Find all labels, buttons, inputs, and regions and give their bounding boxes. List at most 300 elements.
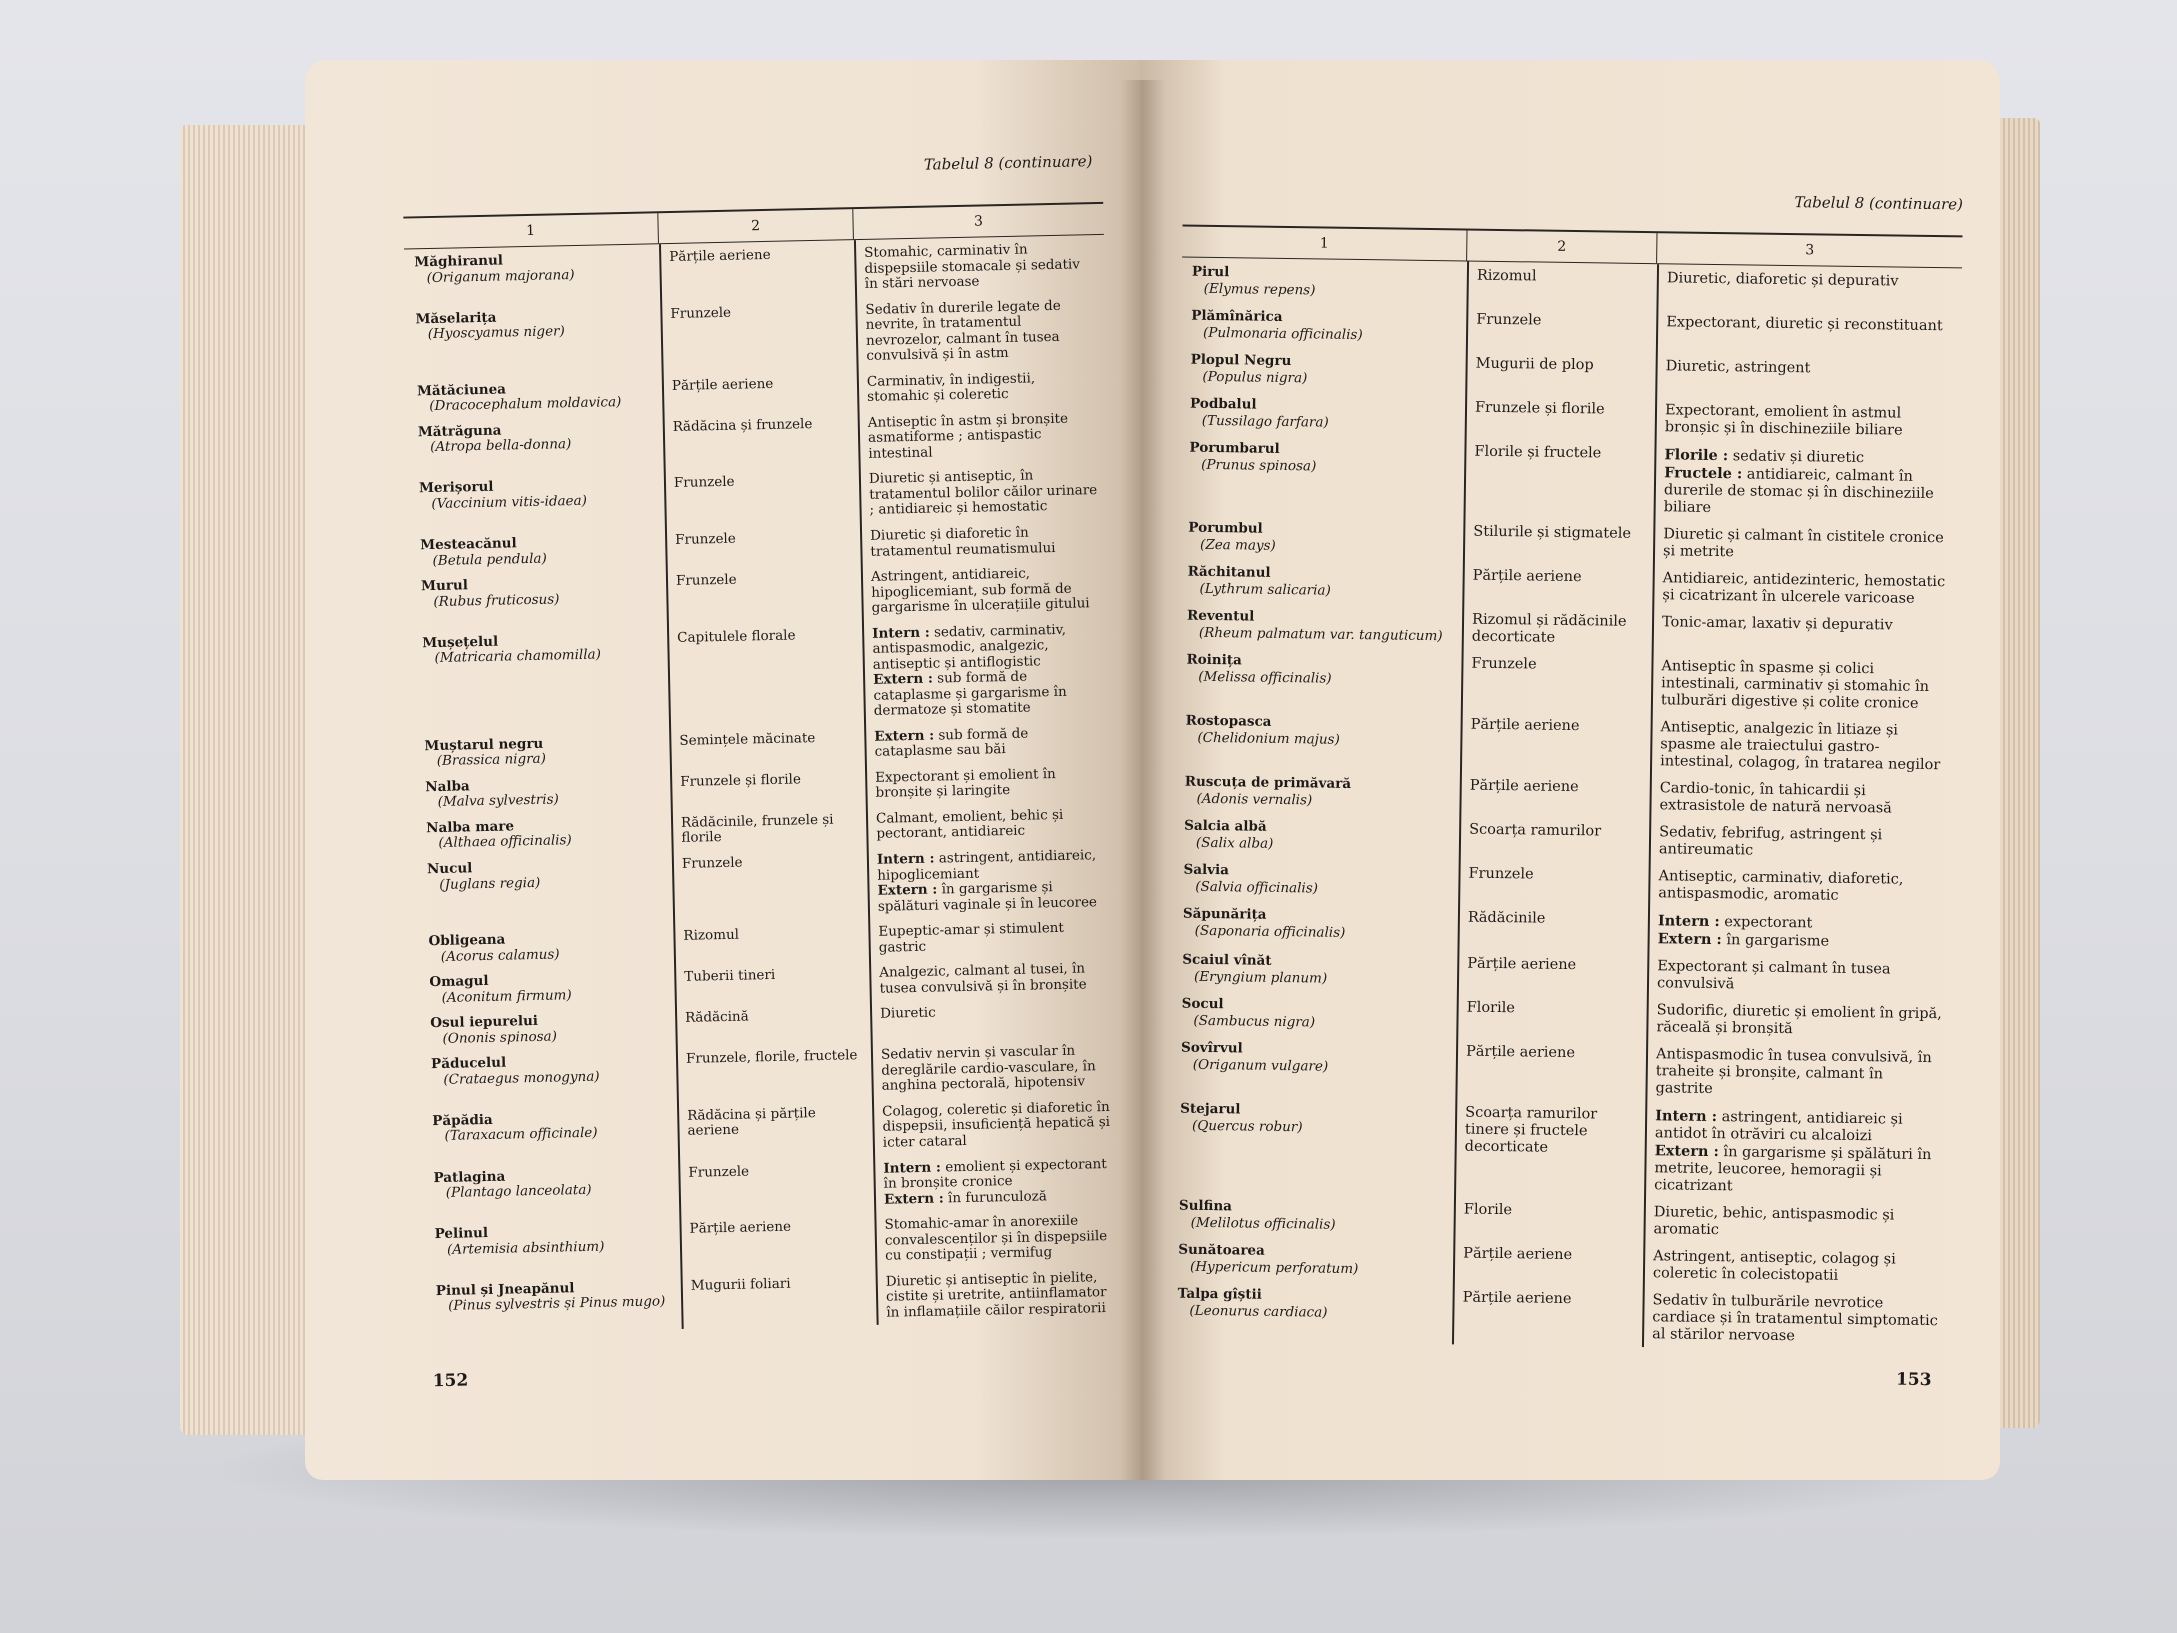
plant-common-name: Porumbarul: [1189, 439, 1280, 457]
use-text: Diuretic: [879, 1004, 936, 1023]
use-text: sub formă de cataplasme sau băi: [874, 725, 1029, 761]
use-line: [1662, 570, 1949, 608]
use-qualifier: Intern :: [883, 1159, 942, 1177]
plant-name-cell: [1172, 945, 1458, 993]
use-line: [880, 1002, 1112, 1022]
plant-latin-name: (Acorus calamus): [440, 946, 560, 965]
plant-part-cell: Părțile aeriene: [671, 375, 774, 394]
left-page: [305, 60, 1140, 1480]
plant-part-cell: Mugurii de plop: [1475, 355, 1594, 374]
use-text: Astringent, antidiareic, hipoglicemiant, sub formă de gargarisme în ulcerațiile gitului: [870, 565, 1090, 616]
plant-part-cell: Rădăcina și frunzele: [672, 415, 813, 435]
plant-name-cell: [1181, 302, 1467, 350]
herb-table: [403, 202, 1127, 1356]
use-text: Diuretic și diaforetic în tratamentul reumatismului: [869, 524, 1056, 560]
use-text: Antiseptic, analgezic în litiaze și spasme ale traiectului gastro-intestinal, colagog, în tratarea negilor: [1660, 719, 1941, 774]
use-qualifier: Extern :: [1657, 930, 1722, 949]
plant-latin-name: (Vaccinium vitis-idaea): [431, 492, 588, 512]
plant-part-cell: Tuberii tineri: [684, 967, 776, 986]
plant-part-cell: Părțile aeriene: [1472, 567, 1582, 586]
plant-name-cell: [421, 1046, 677, 1108]
plant-part-cell: Florile: [1466, 999, 1515, 1017]
plant-latin-name: (Tussilago farfara): [1201, 412, 1329, 431]
use-text: Sedativ în tulburările nevrotice cardiace și în tratamentul simptomatic al stărilor nervoase: [1652, 1292, 1938, 1345]
plant-part-cell: Frunzele: [1471, 655, 1537, 673]
use-line: [1656, 1002, 1943, 1040]
plant-name-cell: [1179, 434, 1465, 518]
use-text: Sudorific, diuretic și emolient în gripă, răceală și bronșită: [1656, 1002, 1942, 1038]
plant-part-cell: Rădăcină: [685, 1008, 749, 1027]
plant-latin-name: (Zea mays): [1199, 536, 1276, 554]
plant-latin-name: (Hyoscyamus niger): [427, 323, 565, 343]
use-line: [1663, 526, 1950, 564]
use-cell: [1652, 564, 1958, 612]
plant-name-cell: [1177, 602, 1463, 650]
use-line: [1666, 314, 1953, 335]
plant-common-name: Păducelul: [430, 1054, 507, 1073]
use-cell: [1656, 308, 1962, 356]
plant-part-cell: Părțile aeriene: [669, 246, 771, 266]
plant-name-cell: [1170, 1033, 1456, 1098]
use-line: [875, 766, 1108, 802]
plant-name-cell: [1173, 899, 1459, 949]
use-line: [1666, 358, 1953, 379]
use-text: Antiseptic în spasme și colici intestinali, carminativ și stomahic în tulburări digestive și colite cronice: [1660, 658, 1930, 712]
use-line: [883, 1156, 1116, 1192]
use-line: [884, 1213, 1117, 1264]
use-text: Expectorant, diuretic și reconstituant: [1666, 314, 1943, 335]
use-cell: [875, 1263, 1126, 1325]
use-line: [1658, 868, 1945, 906]
plant-common-name: Sunătoarea: [1178, 1241, 1265, 1259]
plant-name-cell: [409, 471, 665, 533]
use-cell: [1644, 1101, 1950, 1202]
use-cell: [1655, 352, 1961, 400]
use-line: [865, 298, 1098, 365]
use-line: [882, 1100, 1115, 1151]
use-text: Diuretic și antiseptic, în tratamentul bolilor căilor urinare ; antidiareic și hemostatic: [868, 467, 1098, 519]
use-text: Antispasmodic în tusea convulsivă, în traheite și bronșite, calmant în gastrite: [1655, 1046, 1932, 1098]
plant-name-cell: [1182, 258, 1468, 306]
use-line: [1654, 1142, 1942, 1198]
use-qualifier: Intern :: [876, 850, 935, 868]
use-text: Diuretic și calmant în cistitele cronice și metrite: [1662, 526, 1944, 561]
plant-common-name: Reventul: [1187, 607, 1255, 625]
use-text: Antiseptic, carminativ, diaforetic, antispasmodic, aromatic: [1658, 868, 1904, 904]
plant-part-cell: Părțile aeriene: [1462, 1289, 1572, 1308]
plant-latin-name: (Juglans regia): [439, 874, 541, 893]
use-cell: [862, 615, 1114, 723]
plant-part-cell: Părțile aeriene: [1463, 1245, 1573, 1264]
plant-name-cell: [420, 1005, 676, 1051]
plant-latin-name: (Melilotus officinalis): [1190, 1214, 1336, 1233]
use-text: expectorant: [1724, 914, 1813, 932]
plant-latin-name: (Plantago lanceolata): [445, 1181, 592, 1201]
plant-part-cell: Rizomul: [683, 926, 740, 944]
plant-part-cell: Semințele măcinate: [679, 729, 816, 749]
use-qualifier: Extern :: [877, 881, 938, 899]
column-header: 2: [658, 209, 854, 243]
use-line: [874, 725, 1107, 761]
plant-part-cell: Frunzele și florile: [1474, 399, 1605, 418]
use-text: Diuretic și antiseptic în pielite, cistite și uretrite, antiinflamator în inflamațiile căilor respiratorii: [885, 1268, 1107, 1321]
use-cell: [860, 518, 1111, 564]
table-caption: Tabelul 8 (continuare): [923, 152, 1093, 174]
plant-part-cell: Scoarța ramurilor: [1469, 821, 1602, 840]
plant-common-name: Mătăciunea: [416, 381, 507, 400]
plant-part-cell: Părțile aeriene: [1470, 716, 1580, 735]
use-line: [1664, 464, 1952, 520]
use-text: în gargarisme și spălături în metrite, leucoree, hemoragii și cicatrizant: [1654, 1144, 1932, 1195]
plant-latin-name: (Quercus robur): [1191, 1117, 1303, 1136]
plant-name-cell: [1175, 706, 1461, 771]
plant-part-cell: Părțile aeriene: [1467, 955, 1577, 974]
use-cell: [1649, 774, 1955, 822]
use-text: antidiareic, calmant în durerile de stomac și în dischineziile biliare: [1663, 466, 1934, 516]
plant-name-cell: [1180, 390, 1466, 438]
plant-name-cell: [1178, 514, 1464, 562]
page-number: 152: [432, 1370, 469, 1392]
plant-latin-name: (Origanum majorana): [426, 266, 575, 286]
plant-common-name: Pirul: [1191, 263, 1230, 281]
plant-part-cell: Frunzele și florile: [680, 771, 802, 790]
use-line: [877, 879, 1110, 915]
book-gutter: [1120, 80, 1165, 1480]
table-body: [1167, 258, 1962, 1352]
use-cell: [1653, 520, 1959, 568]
use-text: Diuretic, diaforetic și depurativ: [1666, 270, 1899, 290]
use-line: [873, 668, 1106, 719]
plant-part-cell: Rădăcina și părțile aeriene: [687, 1105, 816, 1140]
use-line: [872, 622, 1105, 673]
plant-latin-name: (Populus nigra): [1202, 368, 1308, 387]
plant-common-name: Merișorul: [418, 479, 494, 497]
use-cell: [1656, 264, 1962, 312]
plant-common-name: Pelinul: [434, 1225, 489, 1243]
plant-common-name: Plămînărica: [1191, 307, 1283, 325]
use-text: Expectorant, emolient în astmul bronșic și în dischineziile biliare: [1664, 402, 1903, 439]
use-cell: [865, 760, 1116, 806]
use-qualifier: Intern :: [1655, 1107, 1718, 1126]
plant-common-name: Obligeana: [428, 931, 506, 950]
plant-name-cell: [407, 373, 663, 419]
use-cell: [857, 405, 1108, 467]
plant-latin-name: (Malva sylvestris): [437, 791, 559, 811]
use-line: [1665, 402, 1952, 440]
plant-common-name: Socul: [1181, 995, 1224, 1013]
plant-name-cell: [410, 527, 666, 573]
plant-part-cell: Scoarța ramurilor tinere și fructele decorticate: [1464, 1104, 1598, 1156]
plant-part-cell: Stilurile și stigmatele: [1473, 523, 1632, 542]
plant-name-cell: [1168, 1235, 1454, 1283]
plant-latin-name: (Rheum palmatum var. tanguticum): [1198, 624, 1443, 645]
use-text: în furunculoză: [947, 1187, 1047, 1206]
use-line: [1655, 1107, 1942, 1146]
plant-name-cell: [1174, 811, 1460, 859]
use-text: Cardio-tonic, în tahicardii și extrasistole de natură nervoasă: [1659, 780, 1892, 817]
plant-part-cell: Rizomul și rădăcinile decorticate: [1471, 611, 1627, 646]
table-caption: Tabelul 8 (continuare): [1794, 193, 1964, 214]
plant-latin-name: (Elymus repens): [1203, 280, 1316, 299]
plant-name-cell: [1171, 989, 1457, 1037]
use-cell: [1652, 608, 1958, 656]
use-text: în gargarisme și spălături vaginale și în leucoree: [877, 879, 1098, 915]
plant-common-name: Mătrăguna: [417, 422, 502, 441]
column-header: 2: [1467, 231, 1657, 264]
plant-latin-name: (Origanum vulgare): [1192, 1056, 1329, 1075]
use-qualifier: Fructele :: [1664, 464, 1743, 483]
plant-latin-name: (Lythrum salicaria): [1199, 580, 1331, 599]
plant-name-cell: [416, 810, 672, 856]
use-text: Diuretic, behic, antispasmodic și aromatic: [1653, 1204, 1895, 1239]
plant-common-name: Stejarul: [1180, 1100, 1241, 1118]
plant-part-cell: Frunzele: [1476, 311, 1542, 329]
use-line: [879, 961, 1112, 997]
plant-common-name: Săpunărița: [1182, 905, 1267, 923]
plant-name-cell: [1177, 558, 1463, 606]
use-line: [1659, 780, 1946, 818]
plant-part-cell: Frunzele: [670, 304, 732, 322]
plant-part-cell: Părțile aeriene: [689, 1218, 792, 1237]
plant-name-cell: [1169, 1094, 1455, 1195]
use-line: [1662, 614, 1949, 635]
plant-part-cell: Florile și fructele: [1474, 443, 1602, 462]
plant-common-name: Scaiul vînăt: [1182, 951, 1272, 969]
use-cell: [1647, 952, 1953, 1000]
plant-name-cell: [424, 1216, 680, 1278]
plant-latin-name: (Adonis vernalis): [1196, 790, 1313, 809]
use-cell: [857, 364, 1108, 410]
plant-latin-name: (Melissa officinalis): [1198, 668, 1332, 687]
use-text: astringent, antidiareic, hipoglicemiant: [877, 847, 1097, 884]
use-line: [1660, 719, 1948, 774]
page-number: 153: [1895, 1369, 1932, 1391]
use-cell: [873, 1150, 1124, 1212]
plant-latin-name: (Atropa bella-donna): [430, 436, 572, 456]
use-cell: [1643, 1198, 1949, 1246]
use-cell: [870, 996, 1121, 1042]
use-line: [1659, 824, 1946, 862]
plant-latin-name: (Dracocephalum moldavica): [429, 394, 622, 415]
use-text: sub formă de cataplasme și gargarisme în dermatoze și stomatite: [873, 668, 1067, 720]
plant-part-cell: Frunzele: [681, 854, 743, 872]
use-cell: [1653, 440, 1959, 524]
plant-common-name: Talpa gîștii: [1177, 1285, 1262, 1303]
plant-part-cell: Rizomul: [1476, 267, 1537, 285]
use-text: Colagog, coleretic și diaforetic în dispepsii, insuficiență hepatică și icter cataral: [882, 1098, 1111, 1151]
plant-latin-name: (Eryngium planum): [1193, 968, 1328, 987]
plant-latin-name: (Taraxacum officinale): [444, 1125, 598, 1145]
plant-part-cell: Părțile aeriene: [1469, 777, 1579, 796]
plant-common-name: Osul iepurelui: [430, 1013, 539, 1032]
plant-latin-name: (Ononis spinosa): [442, 1028, 558, 1047]
herb-table: [1167, 225, 1963, 1356]
plant-name-cell: [423, 1160, 679, 1222]
column-header: 1: [403, 213, 659, 248]
use-text: Analgezic, calmant al tusei, în tusea convulsivă și în bronșite: [879, 960, 1087, 997]
use-cell: [1646, 996, 1952, 1044]
use-cell: [1648, 862, 1954, 910]
plant-common-name: Pinul și Jneapănul: [435, 1279, 575, 1299]
use-qualifier: Extern :: [883, 1190, 944, 1208]
use-cell: [871, 1037, 1122, 1099]
plant-common-name: Salcia albă: [1184, 817, 1267, 835]
use-line: [1658, 930, 1945, 952]
use-line: [868, 411, 1101, 462]
use-cell: [1655, 396, 1961, 444]
plant-part-cell: Capitulele florale: [677, 627, 796, 646]
plant-name-cell: [426, 1273, 682, 1335]
use-cell: [872, 1094, 1123, 1156]
use-cell: [861, 559, 1112, 621]
use-qualifier: Extern :: [874, 727, 935, 745]
use-text: Carminativ, în indigestii, stomahic și coleretic: [866, 370, 1036, 406]
use-text: Expectorant și emolient în bronșite și laringite: [875, 765, 1056, 802]
plant-part-cell: Frunzele, florile, fructele: [685, 1047, 858, 1068]
use-qualifier: Intern :: [872, 624, 930, 642]
use-line: [881, 1043, 1114, 1094]
plant-latin-name: (Saponaria officinalis): [1194, 922, 1346, 941]
plant-name-cell: [1174, 767, 1460, 815]
plant-common-name: Muștarul negru: [424, 735, 544, 755]
use-qualifier: Extern :: [1654, 1142, 1720, 1161]
plant-name-cell: [1173, 855, 1459, 903]
use-line: [867, 370, 1100, 406]
use-cell: [867, 842, 1118, 919]
plant-name-cell: [1180, 346, 1466, 394]
plant-latin-name: (Chelidonium majus): [1197, 729, 1340, 748]
plant-common-name: Nucul: [426, 860, 473, 878]
use-text: Tonic-amar, laxativ și depurativ: [1661, 614, 1893, 634]
plant-name-cell: [404, 244, 660, 306]
plant-name-cell: [1168, 1191, 1454, 1239]
plant-common-name: Porumbul: [1188, 519, 1263, 537]
plant-latin-name: (Prunus spinosa): [1201, 456, 1317, 475]
use-line: [878, 920, 1111, 956]
plant-common-name: Omagul: [429, 973, 489, 991]
use-text: Stomahic, carminativ în dispepsiile stomacale și sedativ în stări nervoase: [864, 241, 1081, 292]
plant-latin-name: (Salvia officinalis): [1195, 878, 1319, 897]
plant-name-cell: [1176, 645, 1462, 710]
use-cell: [1643, 1242, 1949, 1290]
plant-common-name: Sulfina: [1178, 1197, 1233, 1215]
use-line: [869, 467, 1102, 518]
use-line: [876, 807, 1109, 843]
plant-name-cell: [417, 851, 673, 928]
plant-common-name: Mușețelul: [422, 633, 499, 651]
use-cell: [874, 1207, 1125, 1269]
use-text: Eupeptic-amar și stimulent gastric: [878, 920, 1065, 956]
use-qualifier: Extern :: [872, 670, 934, 689]
use-cell: [1649, 818, 1955, 866]
plant-part-cell: Mugurii foliari: [690, 1275, 791, 1294]
use-text: Diuretic, astringent: [1665, 358, 1811, 377]
use-cell: [1647, 906, 1953, 956]
use-line: [1667, 270, 1954, 291]
use-cell: [1650, 713, 1956, 778]
plant-common-name: Murul: [420, 577, 469, 595]
use-line: [1653, 1204, 1940, 1242]
plant-common-name: Rostopasca: [1185, 712, 1272, 730]
plant-name-cell: [422, 1103, 678, 1165]
use-cell: [868, 914, 1119, 960]
column-header: 1: [1182, 227, 1467, 261]
plant-latin-name: (Artemisia absinthium): [446, 1238, 605, 1258]
plant-latin-name: (Betula pendula): [432, 550, 547, 569]
use-text: astringent, antidiareic și antidot în otrăviri cu alcaloizi: [1654, 1109, 1903, 1145]
plant-name-cell: [419, 964, 675, 1010]
plant-common-name: Răchitanul: [1187, 563, 1271, 581]
plant-name-cell: [411, 568, 667, 630]
use-line: [1657, 958, 1944, 996]
plant-name-cell: [1167, 1279, 1453, 1344]
plant-latin-name: (Hypericum perforatum): [1189, 1258, 1359, 1278]
use-text: Stomahic-amar în anorexiile convalescenților și în dispepsiile cu constipații ; vermifug: [884, 1212, 1108, 1264]
use-line: [1652, 1292, 1940, 1347]
plant-part-cell: Părțile aeriene: [1465, 1043, 1576, 1062]
use-text: Astringent, antiseptic, colagog și coleretic în colecistopatii: [1652, 1248, 1896, 1284]
plant-common-name: Patlagina: [433, 1168, 506, 1186]
plant-common-name: Podbalul: [1189, 395, 1257, 413]
plant-common-name: Măghiranul: [414, 252, 504, 271]
plant-latin-name: (Salix alba): [1195, 834, 1274, 852]
plant-common-name: Sovîrvul: [1180, 1039, 1243, 1057]
plant-common-name: Măselarița: [415, 309, 497, 327]
use-text: Sedativ în durerile legate de nevrite, în tratamentul nevrozelor, calmant în tusea convulsivă și în astm: [865, 297, 1061, 365]
use-cell: [854, 235, 1105, 297]
use-line: [877, 848, 1110, 884]
use-text: Sedativ, febrifug, astringent și antireumatic: [1658, 824, 1883, 859]
column-header: 3: [973, 213, 984, 230]
table-body: [404, 235, 1127, 1335]
use-cell: [859, 461, 1110, 523]
use-text: Calmant, emolient, behic și pectorant, antidiareic: [875, 806, 1064, 843]
use-text: Expectorant și calmant în tusea convulsivă: [1656, 958, 1891, 993]
plant-part-cell: Frunzele: [675, 530, 736, 548]
use-cell: [864, 719, 1115, 765]
plant-latin-name: (Aconitum firmum): [441, 986, 572, 1006]
use-cell: [869, 955, 1120, 1001]
plant-latin-name: (Althaea officinalis): [438, 832, 572, 852]
plant-name-cell: [412, 625, 669, 734]
right-page: [1140, 60, 2000, 1480]
use-cell: [1651, 652, 1957, 717]
plant-latin-name: (Sambucus nigra): [1193, 1012, 1316, 1031]
plant-name-cell: [408, 414, 664, 476]
use-text: emolient și expectorant în bronșite cronice: [883, 1155, 1107, 1192]
use-text: sedativ și diuretic: [1732, 448, 1865, 467]
use-text: Sedativ nervin și vascular în dereglările cardio-vasculare, în anghina pectorală, hipotensiv: [880, 1042, 1096, 1095]
use-line: [871, 565, 1104, 616]
column-header: 3: [1805, 242, 1815, 259]
plant-latin-name: (Matricaria chamomilla): [434, 646, 602, 667]
use-text: în gargarisme: [1726, 932, 1830, 950]
plant-common-name: Păpădia: [432, 1111, 493, 1130]
plant-part-cell: Rădăcinile: [1467, 909, 1546, 927]
use-cell: [866, 801, 1117, 847]
plant-part-cell: Frunzele: [675, 571, 737, 589]
use-line: [1653, 1248, 1940, 1286]
plant-part-cell: Florile: [1463, 1201, 1513, 1219]
plant-latin-name: (Leonurus cardiaca): [1189, 1302, 1328, 1321]
use-line: [1655, 1046, 1943, 1101]
plant-latin-name: (Pulmonaria officinalis): [1202, 324, 1363, 344]
use-line: [1661, 658, 1949, 713]
use-qualifier: Intern :: [1657, 912, 1720, 931]
use-line: [886, 1270, 1119, 1321]
use-text: Antiseptic în astm și bronșite asmatiforme ; antispastic intestinal: [867, 410, 1069, 462]
plant-common-name: Mesteacănul: [420, 535, 517, 554]
